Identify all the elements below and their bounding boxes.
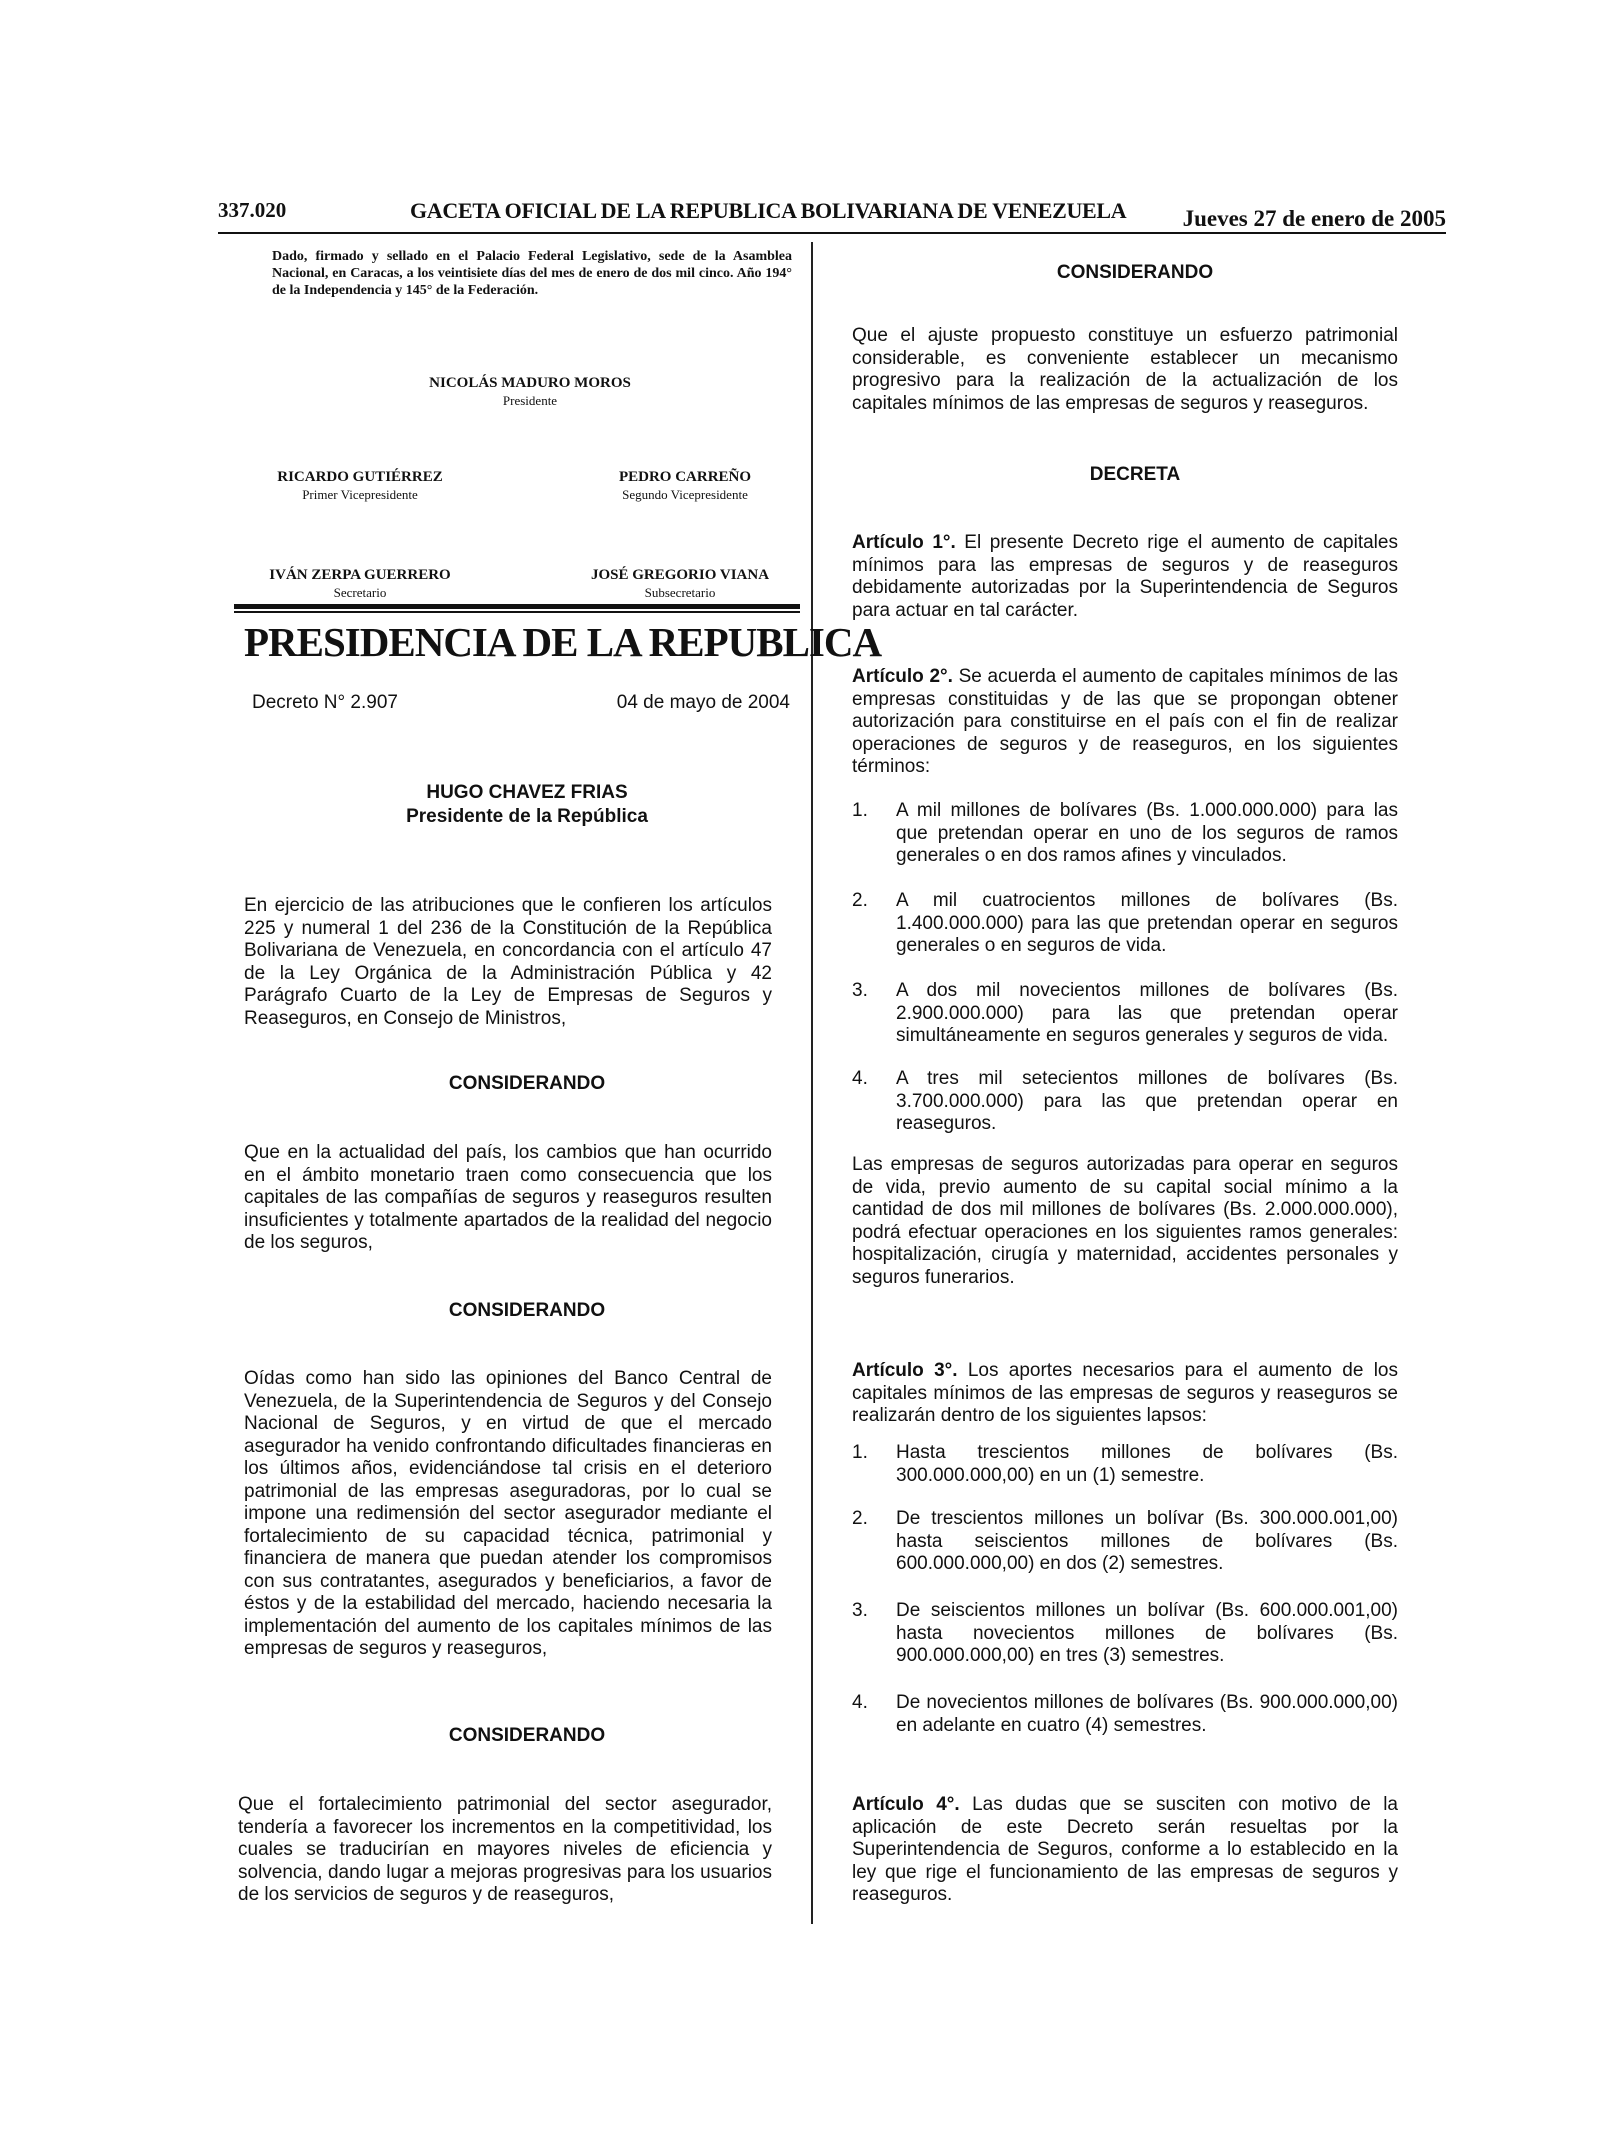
item-text: A tres mil setecientos millones de bolívares (Bs. 3.700.000.000) para las que pretendan operar en reaseguros. xyxy=(896,1068,1398,1134)
considerando-paragraph: Que en la actualidad del país, los cambios que han ocurrido en el ámbito monetario traen como consecuencia que los capitales de las compañías de seguros y reaseguros resulten insuficientes y totalmente apartados de la realidad del negocio de los seguros, xyxy=(244,1142,772,1253)
item-number: 2. xyxy=(852,1508,868,1529)
item-number: 3. xyxy=(852,980,868,1001)
section-title: PRESIDENCIA DE LA REPUBLICA xyxy=(244,619,882,665)
issue-date: Jueves 27 de enero de 2005 xyxy=(1182,206,1446,231)
considerando-paragraph: Oídas como han sido las opiniones del Banco Central de Venezuela, de la Superintendencia de Seguros y del Consejo Nacional de Seguros, y en virtud de que el mercado asegurador ha venido confrontando dificultades financieras en los últimos años, evidenciándose tal crisis en el deterioro patrimonial de las empresas aseguradoras, por lo cual se impone una redimensión del sector asegurador mediante el fortalecimiento de su capacidad técnica, patrimonial y financiera de manera que puedan atender los compromisos con sus contratantes, asegurados y beneficiarios, a favor de éstos y de la estabilidad del mercado, haciendo necesaria la implementación del aumento de los capitales mínimos de las empresas de seguros y reaseguros, xyxy=(244,1368,772,1659)
signature-secretary xyxy=(220,566,500,602)
signature-vp2 xyxy=(545,468,825,504)
signature-president xyxy=(380,374,680,410)
dado-paragraph: Dado, firmado y sellado en el Palacio Federal Legislativo, sede de la Asamblea Nacional, en Caracas, a los veintisiete días del mes de enero de dos mil cinco. Año 194° de la Independencia y 145° de la Federación. xyxy=(272,249,792,298)
signature-name: NICOLÁS MADURO MOROS xyxy=(429,375,631,391)
item-number: 4. xyxy=(852,1692,868,1713)
item-number: 1. xyxy=(852,1442,868,1463)
article-label: Artículo 4°. xyxy=(852,1794,960,1815)
item-text: A mil cuatrocientos millones de bolívares (Bs. 1.400.000.000) para las que pretendan operar en seguros generales o en seguros de vida. xyxy=(896,890,1398,956)
considerando-paragraph: Que el ajuste propuesto constituye un esfuerzo patrimonial considerable, es conveniente establecer un mecanismo progresivo para la realización de la actualización de los capitales mínimos de las empresas de seguros y reaseguros. xyxy=(852,325,1398,414)
signature-name: PEDRO CARREÑO xyxy=(618,469,752,485)
section-rule-thin xyxy=(234,611,800,613)
page-number: 337.020 xyxy=(218,198,287,222)
signature-vp1 xyxy=(220,468,500,504)
president-name: HUGO CHAVEZ FRIAS xyxy=(426,782,628,803)
gazette-title: GACETA OFICIAL DE LA REPUBLICA BOLIVARIANA DE VENEZUELA xyxy=(410,198,1127,223)
preamble-paragraph: En ejercicio de las atribuciones que le confieren los artículos 225 y numeral 1 del 236 de la Constitución de la República Bolivariana de Venezuela, en concordancia con el artículo 47 de la Ley Orgánica de la Administración Pública y 42 Parágrafo Cuarto de la Ley de Empresas de Seguros y Reaseguros, en Consejo de Ministros, xyxy=(244,895,772,1029)
signature-name: RICARDO GUTIÉRREZ xyxy=(277,469,443,485)
considerando-heading: CONSIDERANDO xyxy=(448,1725,606,1746)
decree-number: Decreto N° 2.907 xyxy=(252,692,398,713)
item-number: 1. xyxy=(852,800,868,821)
article-text: Las dudas que se susciten con motivo de la aplicación de este Decreto serán resueltas por la Superintendencia de Seguros, conforme a lo establecido en la ley que rige el funcionamiento de las empresas de seguros y reaseguros. xyxy=(852,1794,1398,1905)
gazette-header xyxy=(218,198,1446,234)
decree-date: 04 de mayo de 2004 xyxy=(616,692,790,713)
article-label: Artículo 2°. xyxy=(852,666,953,687)
considerando-heading: CONSIDERANDO xyxy=(448,1300,606,1321)
article-3 xyxy=(852,1360,1398,1428)
item-text: De seiscientos millones un bolívar (Bs. 600.000.001,00) hasta novecientos millones de bolívares (Bs. 900.000.000,00) en tres (3) semestres. xyxy=(896,1600,1398,1666)
item-number: 2. xyxy=(852,890,868,911)
article-text: El presente Decreto rige el aumento de capitales mínimos para las empresas de seguros y de reaseguros debidamente autorizadas por la Superintendencia de Seguros para actuar en tal carácter. xyxy=(852,532,1398,621)
section-rule-top xyxy=(234,604,800,609)
item-text: Hasta trescientos millones de bolívares (Bs. 300.000.000,00) en un (1) semestre. xyxy=(896,1442,1398,1486)
article-1 xyxy=(852,532,1398,622)
signature-role: Secretario xyxy=(333,585,387,600)
decreta-heading: DECRETA xyxy=(1089,464,1181,485)
item-text: A dos mil novecientos millones de bolívares (Bs. 2.900.000.000) para las que pretendan operar simultáneamente en seguros generales y seguros de vida. xyxy=(896,980,1398,1046)
signature-role: Presidente xyxy=(502,393,558,408)
president-title: Presidente de la República xyxy=(406,806,648,827)
signature-name: JOSÉ GREGORIO VIANA xyxy=(590,567,770,583)
article-2-paragraph: Las empresas de seguros autorizadas para operar en seguros de vida, previo aumento de su capital social mínimo a la cantidad de dos mil millones de bolívares (Bs. 2.000.000.000), podrá efectuar operaciones en los siguientes ramos generales: hospitalización, cirugía y maternidad, accidentes personales y seguros funerarios. xyxy=(852,1154,1398,1288)
article-2 xyxy=(852,666,1398,779)
item-text: De novecientos millones de bolívares (Bs. 900.000.000,00) en adelante en cuatro (4) semestres. xyxy=(896,1692,1398,1736)
item-text: A mil millones de bolívares (Bs. 1.000.000.000) para las que pretendan operar en uno de los seguros de ramos generales o en dos ramos afines y vinculados. xyxy=(896,800,1398,866)
signature-subsecretary xyxy=(540,566,820,602)
item-text: De trescientos millones un bolívar (Bs. 300.000.001,00) hasta seiscientos millones de bolívares (Bs. 600.000.000,00) en dos (2) semestres. xyxy=(896,1508,1398,1574)
article-label: Artículo 1°. xyxy=(852,532,956,553)
considerando-heading: CONSIDERANDO xyxy=(1056,262,1214,283)
article-text: Los aportes necesarios para el aumento de los capitales mínimos de las empresas de seguros y reaseguros se realizarán dentro de los siguientes lapsos: xyxy=(852,1360,1398,1426)
signature-name: IVÁN ZERPA GUERRERO xyxy=(269,567,451,583)
article-text: Se acuerda el aumento de capitales mínimos de las empresas constituidas y de las que se propongan obtener autorización para constituirse en el país con el fin de realizar operaciones de seguros y de reaseguros, en los siguientes términos: xyxy=(852,666,1398,777)
considerando-paragraph: Que el fortalecimiento patrimonial del sector asegurador, tendería a favorecer los incrementos en la competitividad, los cuales se traducirían en mayores niveles de eficiencia y solvencia, dando lugar a mejoras progresivas para los usuarios de los servicios de seguros y de reaseguros, xyxy=(238,1794,772,1905)
signature-role: Subsecretario xyxy=(644,585,716,600)
considerando-heading: CONSIDERANDO xyxy=(448,1073,606,1094)
item-number: 3. xyxy=(852,1600,868,1621)
signature-role: Segundo Vicepresidente xyxy=(622,487,748,502)
signature-role: Primer Vicepresidente xyxy=(302,487,418,502)
article-label: Artículo 3°. xyxy=(852,1360,958,1381)
article-4 xyxy=(852,1794,1398,1907)
item-number: 4. xyxy=(852,1068,868,1089)
